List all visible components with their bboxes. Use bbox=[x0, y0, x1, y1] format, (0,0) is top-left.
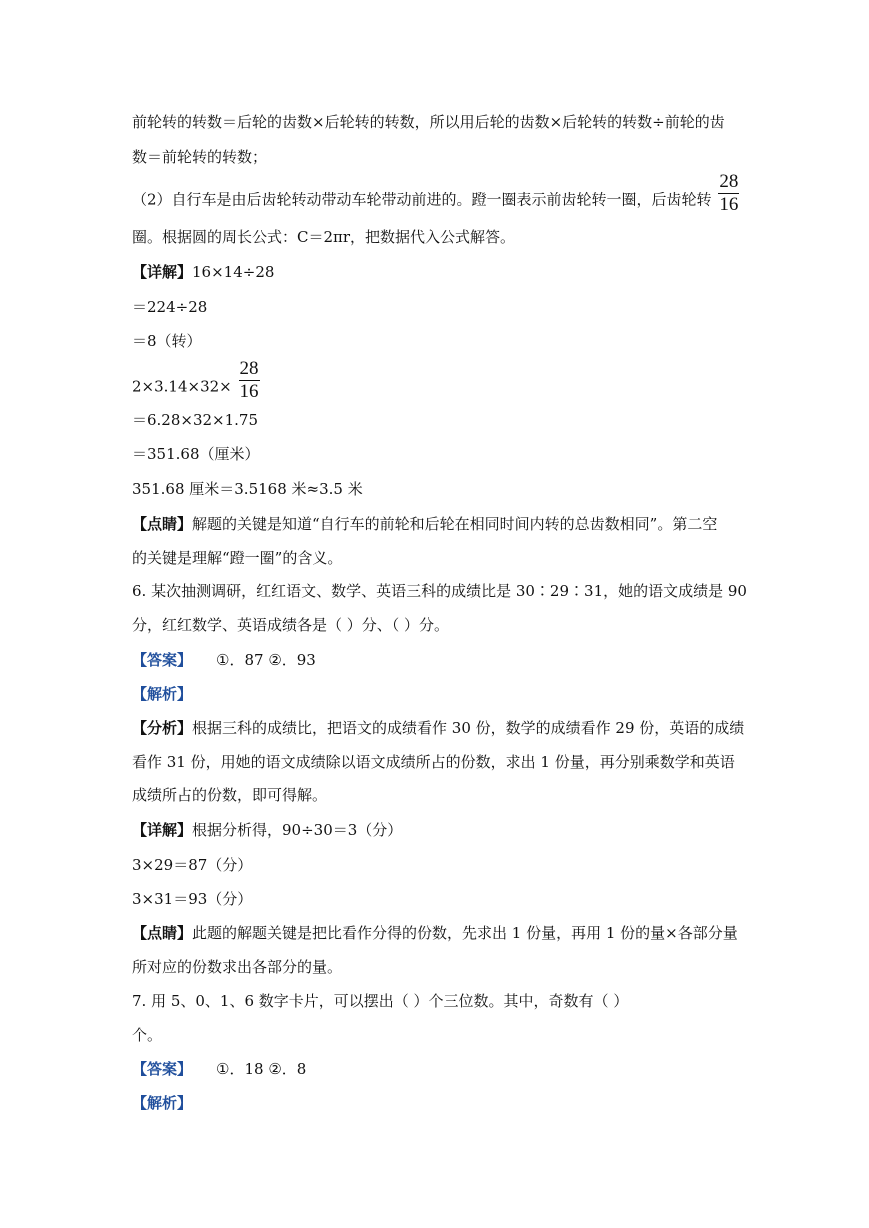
text-line: 数＝前轮转的转数； bbox=[132, 148, 268, 166]
text-line bbox=[132, 514, 717, 534]
text-line: 3×31＝93（分） bbox=[132, 890, 253, 908]
text-line: 3×29＝87（分） bbox=[132, 856, 253, 874]
answer-label: 【答案】 bbox=[132, 1060, 193, 1078]
analysis-heading bbox=[132, 1093, 192, 1113]
text-line: 前轮转的转数＝后轮的齿数×后轮转的转数，所以用后轮的齿数×后轮转的转数÷前轮的齿 bbox=[132, 113, 725, 131]
text-line bbox=[132, 171, 739, 216]
analysis-label: 【解析】 bbox=[132, 685, 193, 703]
text-line: ＝224÷28 bbox=[132, 298, 208, 316]
text-line: ＝8（转） bbox=[132, 332, 202, 350]
analysis-label: 【解析】 bbox=[132, 1094, 193, 1112]
fraction bbox=[239, 358, 260, 403]
text-segment: 此题的解题关键是把比看作分得的份数，先求出 1 份量，再用 1 份的量×各部分量 bbox=[192, 924, 738, 942]
answer-text: ①．87 ②．93 bbox=[216, 651, 316, 669]
text-segment: 解题的关键是知道“自行车的前轮和后轮在相同时间内转的总齿数相同”。第二空 bbox=[192, 515, 718, 533]
text-segment: 16×14÷28 bbox=[192, 263, 275, 281]
fraction-numerator: 28 bbox=[239, 358, 259, 379]
text-line: 所对应的份数求出各部分的量。 bbox=[132, 958, 343, 976]
section-label: 【分析】 bbox=[132, 719, 193, 737]
text-line bbox=[132, 718, 744, 738]
answer-line bbox=[132, 1059, 306, 1079]
question-line: 分，红红数学、英语成绩各是（ ）分、（ ）分。 bbox=[132, 616, 450, 634]
text-line bbox=[132, 358, 260, 403]
fraction-denominator: 16 bbox=[719, 194, 739, 215]
text-line: ＝6.28×32×1.75 bbox=[132, 411, 259, 429]
text-line bbox=[132, 262, 274, 282]
question-line: 7. 用 5、0、1、6 数字卡片，可以摆出（ ）个三位数。其中，奇数有（ ） bbox=[132, 992, 629, 1010]
fraction bbox=[718, 171, 739, 216]
text-segment: 根据分析得，90÷30＝3（分） bbox=[192, 821, 403, 839]
section-label: 【详解】 bbox=[132, 263, 193, 281]
text-segment: 2×3.14×32× bbox=[132, 377, 232, 396]
text-line: 看作 31 份，用她的语文成绩除以语文成绩所占的份数，求出 1 份量，再分别乘数学和英语 bbox=[132, 753, 735, 771]
answer-text: ①．18 ②．8 bbox=[216, 1060, 307, 1078]
question-line: 6. 某次抽测调研，红红语文、数学、英语三科的成绩比是 30∶29∶31，她的语文成绩是 90 bbox=[132, 582, 747, 600]
fraction-numerator: 28 bbox=[719, 171, 739, 192]
text-line: 成绩所占的份数，即可得解。 bbox=[132, 786, 328, 804]
section-label: 【点睛】 bbox=[132, 515, 193, 533]
section-label: 【点睛】 bbox=[132, 924, 193, 942]
text-line bbox=[132, 923, 738, 943]
text-line: 的关键是理解“蹬一圈”的含义。 bbox=[132, 549, 343, 567]
text-line: ＝351.68（厘米） bbox=[132, 445, 260, 463]
text-segment: （2）自行车是由后齿轮转动带动车轮带动前进的。蹬一圈表示前齿轮转一圈，后齿轮转 bbox=[132, 190, 712, 209]
question-line: 个。 bbox=[132, 1026, 163, 1044]
fraction-denominator: 16 bbox=[239, 381, 259, 402]
text-line bbox=[132, 820, 402, 840]
analysis-heading bbox=[132, 684, 192, 704]
text-line: 351.68 厘米＝3.5168 米≈3.5 米 bbox=[132, 480, 363, 498]
section-label: 【详解】 bbox=[132, 821, 193, 839]
text-line: 圈。根据圆的周长公式：C＝2πr，把数据代入公式解答。 bbox=[132, 228, 516, 246]
text-segment: 根据三科的成绩比，把语文的成绩看作 30 份，数学的成绩看作 29 份，英语的成绩 bbox=[192, 719, 745, 737]
answer-line bbox=[132, 650, 316, 670]
answer-label: 【答案】 bbox=[132, 651, 193, 669]
